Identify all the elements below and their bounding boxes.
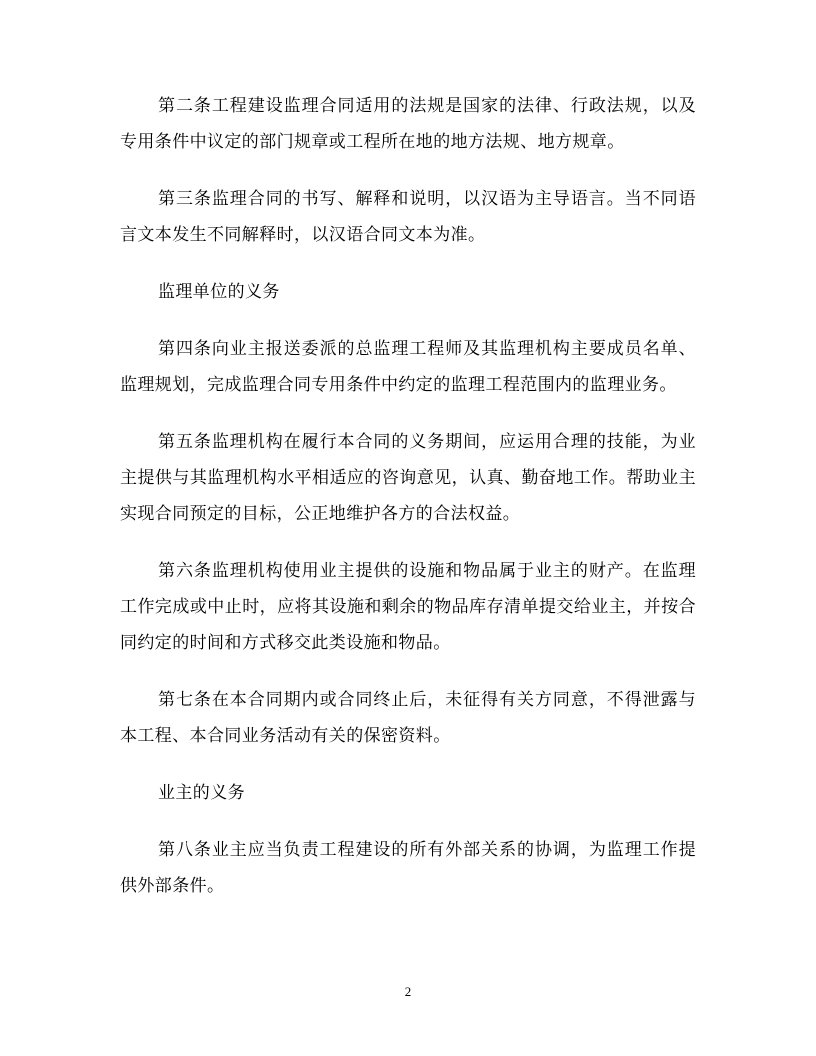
section-heading-supervisor-obligations: 监理单位的义务: [158, 282, 280, 302]
paragraph-article-6: 第六条监理机构使用业主提供的设施和物品属于业主的财产。在监理工作完成或中止时，应将其设施和剩余的物品库存清单提交给业主，并按合同约定的时间和方式移交此类设施和物品。: [120, 561, 696, 653]
paragraph-article-2: 第二条工程建设监理合同适用的法规是国家的法律、行政法规，以及专用条件中议定的部门规章或工程所在地的地方法规、地方规章。: [120, 96, 696, 152]
document-body: [120, 88, 696, 925]
section-heading-owner-obligations: 业主的义务: [158, 783, 245, 803]
paragraph-article-8: 第八条业主应当负责工程建设的所有外部关系的协调，为监理工作提供外部条件。: [120, 840, 696, 896]
paragraph-article-4: 第四条向业主报送委派的总监理工程师及其监理机构主要成员名单、监理规划，完成监理合同专用条件中约定的监理工程范围内的监理业务。: [120, 339, 696, 395]
page-number: 2: [404, 984, 412, 999]
paragraph-article-7: 第七条在本合同期内或合同终止后，未征得有关方同意，不得泄露与本工程、本合同业务活动有关的保密资料。: [120, 690, 696, 746]
paragraph-article-5: 第五条监理机构在履行本合同的义务期间，应运用合理的技能，为业主提供与其监理机构水平相适应的咨询意见，认真、勤奋地工作。帮助业主实现合同预定的目标，公正地维护各方的合法权益。: [120, 432, 696, 524]
paragraph-article-3: 第三条监理合同的书写、解释和说明，以汉语为主导语言。当不同语言文本发生不同解释时，以汉语合同文本为准。: [120, 189, 696, 245]
